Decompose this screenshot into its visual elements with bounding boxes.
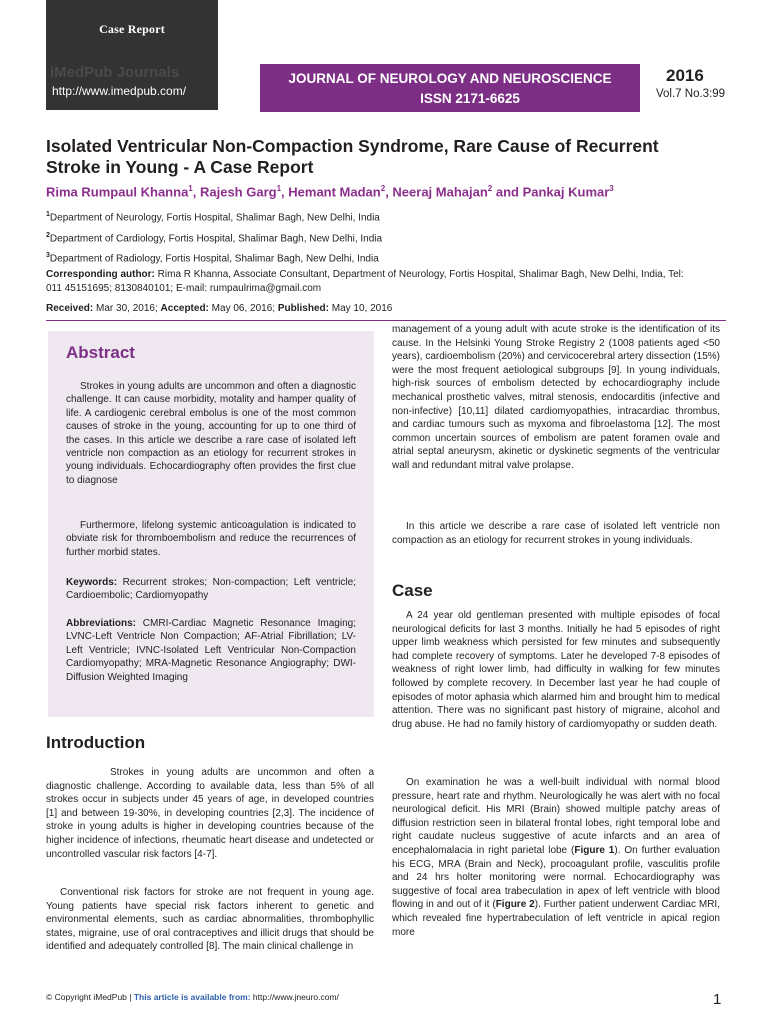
case-text: On examination he was a well-built individual with normal blood pressure, heart rate and rhythm. Neurologically he was alert with no focal neurological deficit. His MRI (Brain) showed multiple patchy areas of diffusion restriction seen in bilateral frontal lobes, right temporal lobe and right caudate nucleus suggestive of acute infarcts and an area of encephalomalacia in right parietal lobe ( — [392, 777, 720, 856]
author-name: Rajesh Garg — [199, 184, 277, 200]
figure-2-reference[interactable]: Figure 2 — [495, 899, 535, 911]
page-number: 1 — [713, 991, 722, 1008]
article-aim-paragraph: In this article we describe a rare case of isolated left ventricle non compaction as an etiology for recurrent strokes in young individuals. — [392, 521, 720, 546]
corresponding-author — [46, 268, 726, 296]
abstract-box — [48, 331, 374, 717]
author-name: Hemant Madan — [288, 184, 381, 200]
author-separator: , — [192, 184, 200, 200]
keywords-text: Recurrent strokes; Non-compaction; Left ventricle; Cardioembolic; Cardiomyopathy — [66, 577, 356, 602]
author-affiliation-mark: 3 — [609, 184, 614, 193]
keywords-label: Keywords: — [66, 577, 118, 588]
title-line-1: Isolated Ventricular Non-Compaction Syndrome, Rare Cause of Recurrent — [46, 136, 659, 156]
affiliation-number: 3 — [46, 252, 50, 259]
published-date: May 10, 2016 — [331, 303, 393, 314]
journal-name: JOURNAL OF NEUROLOGY AND NEUROSCIENCE — [288, 71, 612, 86]
author-name: Neeraj Mahajan — [392, 184, 488, 200]
keywords-paragraph — [66, 576, 356, 603]
article-title — [46, 136, 726, 178]
abstract-paragraph-2: Furthermore, lifelong systemic anticoagulation is indicated to obviate risk for thromboembolism and reduce the recurrences of further morbid states. — [66, 520, 356, 558]
affiliation-2 — [46, 232, 382, 244]
article-dates — [46, 303, 392, 314]
author-separator: , — [385, 184, 393, 200]
affiliation-3 — [46, 252, 379, 264]
author-name: Rima Rumpaul Khanna — [46, 184, 189, 200]
case-report-tab — [46, 0, 218, 110]
affiliation-1 — [46, 211, 380, 223]
page-footer — [46, 992, 339, 1002]
publisher-name: iMedPub Journals — [50, 64, 180, 81]
accepted-label: Accepted: — [160, 303, 209, 314]
corresponding-label: Corresponding author: — [46, 269, 155, 280]
affiliation-number: 1 — [46, 211, 50, 218]
journal-issn: ISSN 2171-6625 — [420, 91, 520, 106]
case-heading: Case — [392, 581, 433, 600]
introduction-paragraph-2: Conventional risk factors for stroke are not frequent in young age. Young patients have special risk factors inherent to genetic and environmental elements, such as cardiac abnormalities, thrombophyllic states, migraine, use of oral contraceptives and illicit drugs that should be identified and adequately controlled [8]. The main clinical challenge in — [46, 887, 374, 953]
corresponding-contact: 011 45151695; 8130840101; E-mail: rumpaulrima@gmail.com — [46, 283, 322, 294]
abbreviations-paragraph — [66, 617, 356, 684]
copyright-text: © Copyright iMedPub — [46, 992, 127, 1002]
header-divider — [46, 320, 726, 321]
author-affiliation-mark: 2 — [380, 184, 386, 193]
article-type-label: Case Report — [99, 22, 165, 36]
author-name: Pankaj Kumar — [522, 184, 610, 200]
footer-separator: | — [126, 992, 134, 1002]
publisher-url[interactable]: http://www.imedpub.com/ — [52, 84, 187, 98]
introduction-heading: Introduction — [46, 733, 146, 752]
received-label: Received: — [46, 303, 94, 314]
availability-label: This article is available from: — [133, 992, 251, 1002]
author-list — [46, 184, 736, 199]
continued-paragraph: management of a young adult with acute stroke is the identification of its cause. In the Helsinki Young Stroke Registry 2 (1008 patients aged <50 years), cardioembolism (20%) and cervicocerebral artery dissection (15%) were the most frequent aetiological subgroups [9]. In young individuals, high-risk sources of embolism detected by echocardiography include mechanical prosthetic valves, mitral stenosis, endocarditis (infective and non-infective) [10,11] dilated cardiomyopathies, intracardiac thrombus, and cardiac tumours such as myxoma and fibroelastoma [12]. The most common uncertain sources of embolism are patent foramen ovale and atrial septal aneurysm, akinetic or dyskinetic segments of the ventricular wall and redundant mitral valve prolapse. — [392, 324, 720, 471]
case-paragraph-2 — [392, 776, 720, 939]
published-label: Published: — [277, 303, 329, 314]
journal-banner — [260, 64, 640, 112]
publication-year: 2016 — [666, 66, 704, 85]
author-separator: , — [281, 184, 289, 200]
author-affiliation-mark: 1 — [188, 184, 193, 193]
affiliation-text: Department of Radiology, Fortis Hospital, Shalimar Bagh, New Delhi, India — [49, 253, 379, 265]
author-affiliation-mark: 1 — [276, 184, 282, 193]
received-date: Mar 30, 2016; — [96, 303, 158, 314]
figure-1-reference[interactable]: Figure 1 — [574, 844, 615, 856]
volume-issue: Vol.7 No.3:99 — [656, 88, 726, 100]
abbreviations-text: CMRI-Cardiac Magnetic Resonance Imaging; LVNC-Left Ventricle Non Compaction; AF-Atrial Fibrillation; LV-Left Ventricle; IVNC-Isolated Left Ventricular Non-Compaction Cardiomyopathy; MRA-Magnetic Resonance Angiography; DWI-Diffusion Weighted Imaging — [66, 618, 356, 683]
author-affiliation-mark: 2 — [487, 184, 493, 193]
abstract-paragraph-1: Strokes in young adults are uncommon and often a diagnostic challenge. It can cause morbidity, motality and hamper quality of life. A cardiogenic cerebral embolus is one of the most common causes of stroke in the young, accounting for up to one third of the cases. In this article we describe a rare case of isolated left ventricle non compaction as an etiology for recurrent strokes in young individuals. Echocardiography often provides the first clue to diagnose — [66, 381, 356, 486]
author-separator: and — [492, 184, 523, 200]
affiliation-text: Department of Cardiology, Fortis Hospital, Shalimar Bagh, New Delhi, India — [49, 233, 383, 245]
corresponding-details: Rima R Khanna, Associate Consultant, Department of Neurology, Fortis Hospital, Shalimar Bagh, New Delhi, India, Tel: — [157, 269, 684, 280]
introduction-paragraph-1: Strokes in young adults are uncommon and often a diagnostic challenge. According to available data, less than 5% of all strokes occur in subjects under 45 years of age, in developed countries [1] and between 19-30%, in developing countries [2,3]. The incidence of stroke in young adults is higher in developing countries because of the higher incidence of infections, rheumatic heart disease and undetected or uncontrolled vascular risk factors [4-7]. — [46, 767, 374, 860]
case-text: ). On further evaluation his ECG, MRA (Brain and Neck), procoagulant profile, vasculitis profile and 24 hrs holter monitoring were normal. Echocardiography was suggestive of focal area trabeculation in apex of left ventricle with blood flowing in and out of it ( — [392, 844, 720, 911]
title-line-2: Stroke in Young - A Case Report — [46, 157, 314, 177]
accepted-date: May 06, 2016; — [211, 303, 276, 314]
case-paragraph-1: A 24 year old gentleman presented with multiple episodes of focal neurological deficits for last 3 months. Initially he had 5 episodes of right upper limb weakness which persisted for few minutes and subsequently had complete recovery of symptoms. Later he developed 7-8 episodes of weakness of right lower limb, had difficulty in walking for few minutes followed by complete recovery. In December last year he had couple of episodes of motor aphasia which alarmed him and brought him to medical attention. There was no significant past history of migraine, alcohol and drug abuse. He had no family history of cardiomyopathy or sudden death. — [392, 610, 720, 730]
affiliation-text: Department of Neurology, Fortis Hospital, Shalimar Bagh, New Delhi, India — [49, 212, 380, 224]
article-url[interactable]: http://www.jneuro.com/ — [252, 992, 339, 1002]
case-text: ). Further patient underwent Cardiac MRI, which revealed fine hypertrabeculation of left ventricle in apical region more — [392, 899, 720, 938]
abbreviations-label: Abbreviations: — [66, 618, 137, 629]
affiliation-number: 2 — [46, 232, 50, 239]
abstract-heading: Abstract — [66, 343, 135, 362]
